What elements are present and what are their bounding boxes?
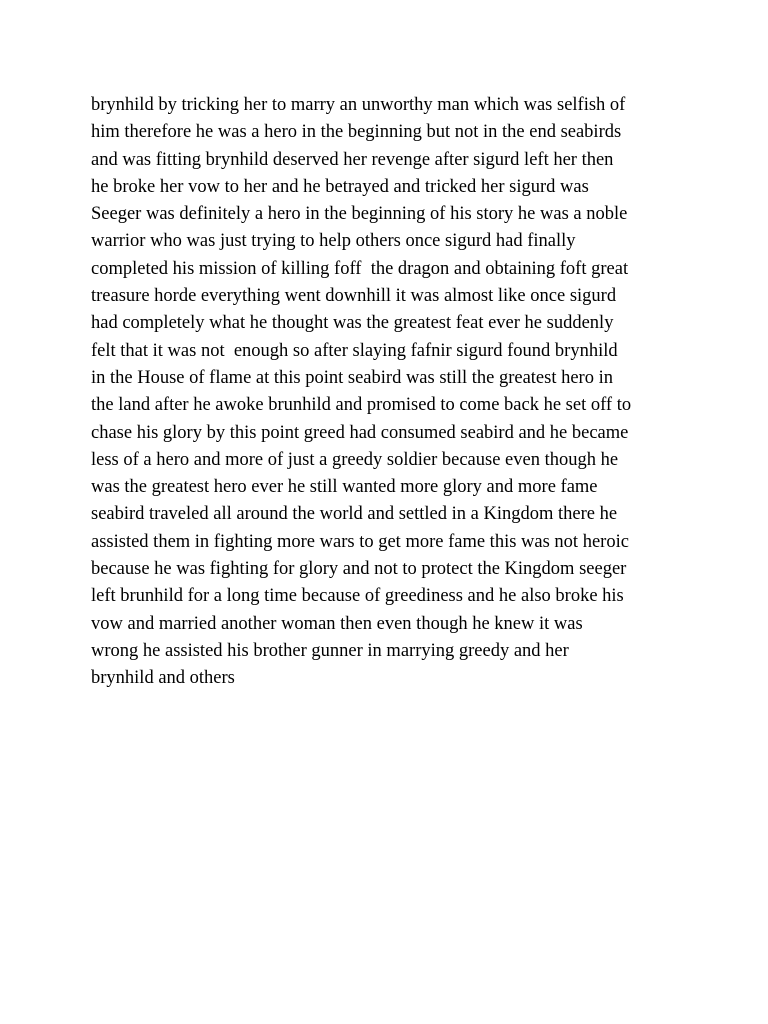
text-line-12: the land after he awoke brunhild and promised to come back he set off to xyxy=(91,395,632,416)
text-line-22: brynhild and others xyxy=(91,668,235,689)
text-line-19: left brunhild for a long time because of greediness and he also broke his xyxy=(91,586,624,607)
text-line-17: assisted them in fighting more wars to get more fame this was not heroic xyxy=(91,531,629,552)
text-line-18: because he was fighting for glory and not to protect the Kingdom seeger xyxy=(91,559,627,580)
text-line-11: in the House of flame at this point seabird was still the greatest hero in xyxy=(91,367,613,388)
text-line-6: warrior who was just trying to help others once sigurd had finally xyxy=(91,231,576,252)
text-line-16: seabird traveled all around the world and settled in a Kingdom there he xyxy=(91,504,618,525)
text-line-13: chase his glory by this point greed had consumed seabird and he became xyxy=(91,422,629,443)
text-line-1: brynhild by tricking her to marry an unworthy man which was selfish of xyxy=(91,95,626,115)
text-line-9: had completely what he thought was the greatest feat ever he suddenly xyxy=(91,313,614,334)
text-line-7: completed his mission of killing foff the dragon and obtaining foft great xyxy=(91,258,629,279)
text-line-4: he broke her vow to her and he betrayed and tricked her sigurd was xyxy=(91,176,589,197)
text-line-3: and was fitting brynhild deserved her revenge after sigurd left her then xyxy=(91,149,614,170)
text-line-10: felt that it was not enough so after slaying fafnir sigurd found brynhild xyxy=(91,340,618,361)
text-line-21: wrong he assisted his brother gunner in marrying greedy and her xyxy=(91,640,569,661)
text-line-8: treasure horde everything went downhill it was almost like once sigurd xyxy=(91,286,617,307)
essay-paragraph xyxy=(91,92,691,693)
text-line-5: Seeger was definitely a hero in the beginning of his story he was a noble xyxy=(91,204,628,225)
text-line-14: less of a hero and more of just a greedy soldier because even though he xyxy=(91,449,619,470)
text-line-2: him therefore he was a hero in the beginning but not in the end seabirds xyxy=(91,122,622,143)
text-line-20: vow and married another woman then even though he knew it was xyxy=(91,613,583,634)
text-line-15: was the greatest hero ever he still wanted more glory and more fame xyxy=(91,477,598,498)
